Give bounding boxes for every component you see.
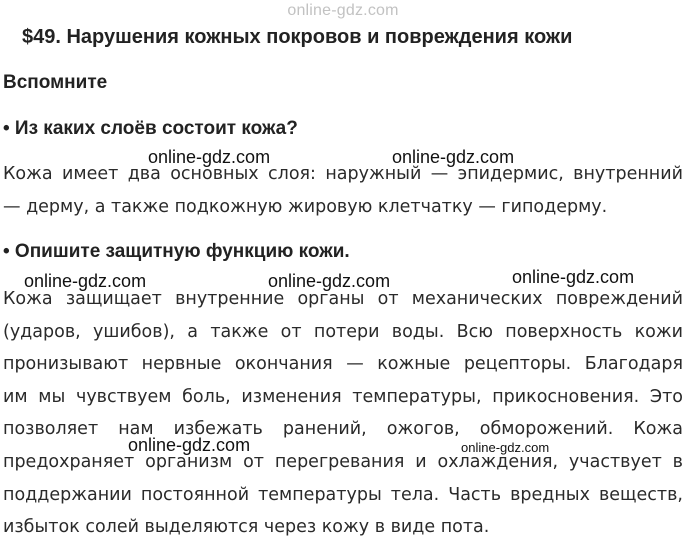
watermark-top: online-gdz.com [287, 2, 399, 19]
answer-2-line: поддержании постоянной температуры тела. Часть вредных веществ, [3, 484, 683, 505]
answer-2-line: пронизывают нервные окончания — кожные рецепторы. Благодаря [3, 354, 683, 375]
recall-label: Вспомните [3, 72, 108, 93]
answer-2-line: им мы чувствуем боль, изменения температуры, прикосновения. Это [3, 386, 683, 407]
watermark: online-gdz.com [512, 267, 635, 287]
answer-2-line: избыток солей выделяются через кожу в виде пота. [3, 517, 490, 538]
answer-1-line: — дерму, а также подкожную жировую клетчатку — гиподерму. [3, 196, 608, 217]
section-heading: $49. Нарушения кожных покровов и повреждения кожи [22, 26, 573, 48]
question-1: • Из каких слоёв состоит кожа? [3, 118, 298, 139]
watermark: online-gdz.com [268, 271, 391, 291]
answer-2-line: (ударов, ушибов), а также от потери воды. Всю поверхность кожи [3, 321, 683, 342]
watermark: online-gdz.com [128, 435, 251, 455]
watermark: online-gdz.com [148, 147, 271, 167]
watermark: online-gdz.com [461, 440, 550, 455]
answer-2-line: позволяет нам избежать ранений, ожогов, обморожений. Кожа [3, 419, 683, 440]
question-2: • Опишите защитную функцию кожи. [3, 241, 350, 262]
answer-2 [3, 283, 683, 544]
answer-2-line: предохраняет организм от перегревания и охлаждения, участвует в [3, 451, 683, 472]
answer-1-line: Кожа имеет два основных слоя: наружный — эпидермис, внутренний [3, 164, 683, 184]
watermark: online-gdz.com [392, 147, 515, 167]
watermark: online-gdz.com [24, 271, 147, 291]
answer-1 [3, 158, 683, 223]
answer-2-line: Кожа защищает внутренние органы от механических повреждений [3, 289, 683, 309]
